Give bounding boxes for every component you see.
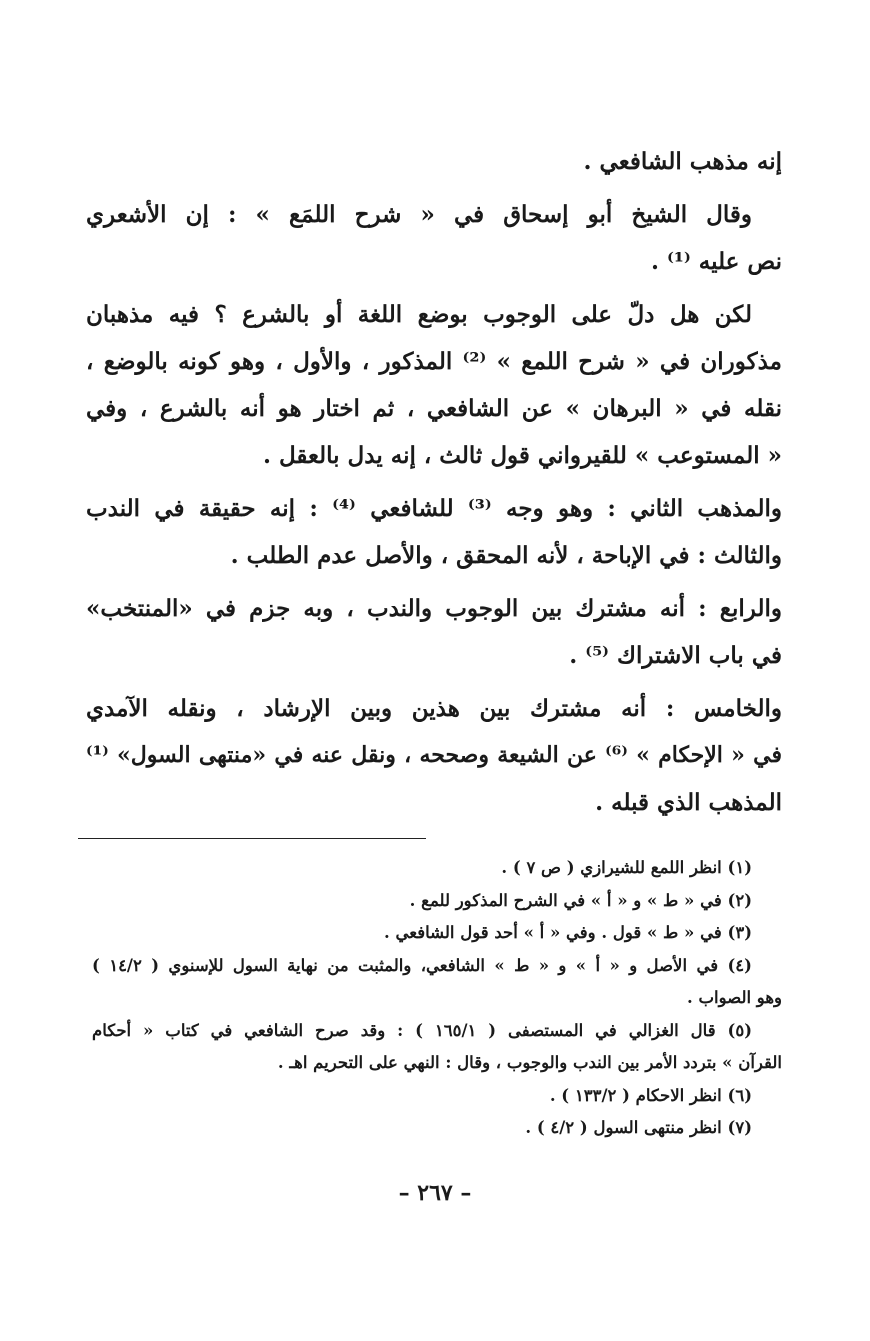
text-line: والخامس : أنه مشترك بين هذين وبين الإرشاد ، ونقله الآمدي — [86, 695, 782, 722]
footnote-line: (٤) في الأصل و « أ » و « ط » الشافعي، والمثبت من نهاية السول للإسنوي ( ١٤/٢ ) — [92, 955, 752, 975]
text-line: والمذهب الثاني : وهو وجه ⁽³⁾ للشافعي ⁽⁴⁾ : إنه حقيقة في الندب — [86, 495, 782, 522]
text-line: « المستوعب » للقيرواني قول ثالث ، إنه يدل بالعقل . — [262, 442, 782, 469]
text-line: نص عليه ⁽¹⁾ . — [650, 248, 782, 275]
footnote-line: (٦) انظر الاحكام ( ١٣٣/٢ ) . — [549, 1085, 752, 1105]
text-line: في باب الاشتراك ⁽⁵⁾ . — [569, 642, 782, 669]
footnote-line: وهو الصواب . — [687, 988, 782, 1007]
footnote-line: (٧) انظر منتهى السول ( ٤/٢ ) . — [525, 1118, 752, 1137]
text-line: مذكوران في « شرح اللمع » ⁽²⁾ المذكور ، والأول ، وهو كونه بالوضع ، — [86, 348, 782, 375]
text-line: نقله في « البرهان » عن الشافعي ، ثم اختار هو أنه بالشرع ، وفي — [86, 395, 782, 422]
page-number: – ٢٦٧ – — [398, 1180, 472, 1206]
main-text — [86, 138, 782, 826]
footnotes — [92, 852, 782, 1145]
text-line: إنه مذهب الشافعي . — [583, 148, 782, 175]
text-line: والرابع : أنه مشترك بين الوجوب والندب ، وبه جزم في «المنتخب» — [86, 595, 782, 622]
text-line: وقال الشيخ أبو إسحاق في « شرح اللمَع » : إن الأشعري — [86, 201, 752, 228]
footnote-line: (٢) في « ط » و « أ » في الشرح المذكور للمع . — [409, 890, 752, 910]
text-line: المذهب الذي قبله . — [595, 789, 782, 816]
text-line: والثالث : في الإباحة ، لأنه المحقق ، والأصل عدم الطلب . — [230, 542, 782, 569]
footnote-line: (٣) في « ط » قول . وفي « أ » أحد قول الشافعي . — [384, 923, 752, 942]
footnote-line: (١) انظر اللمع للشيرازي ( ص ٧ ) . — [501, 858, 752, 877]
footnote-divider — [78, 838, 426, 839]
footnote-line: القرآن » بتردد الأمر بين الندب والوجوب ، وقال : النهي على التحريم اهـ . — [277, 1053, 782, 1072]
text-line: لكن هل دلّ على الوجوب بوضع اللغة أو بالشرع ؟ فيه مذهبان — [86, 301, 752, 328]
footnote-line: (٥) قال الغزالي في المستصفى ( ١٦٥/١ ) : وقد صرح الشافعي في كتاب « أحكام — [92, 1020, 752, 1040]
text-line: في « الإحكام » ⁽⁶⁾ عن الشيعة وصححه ، ونقل عنه في «منتهى السول» ⁽¹⁾ — [86, 742, 782, 768]
